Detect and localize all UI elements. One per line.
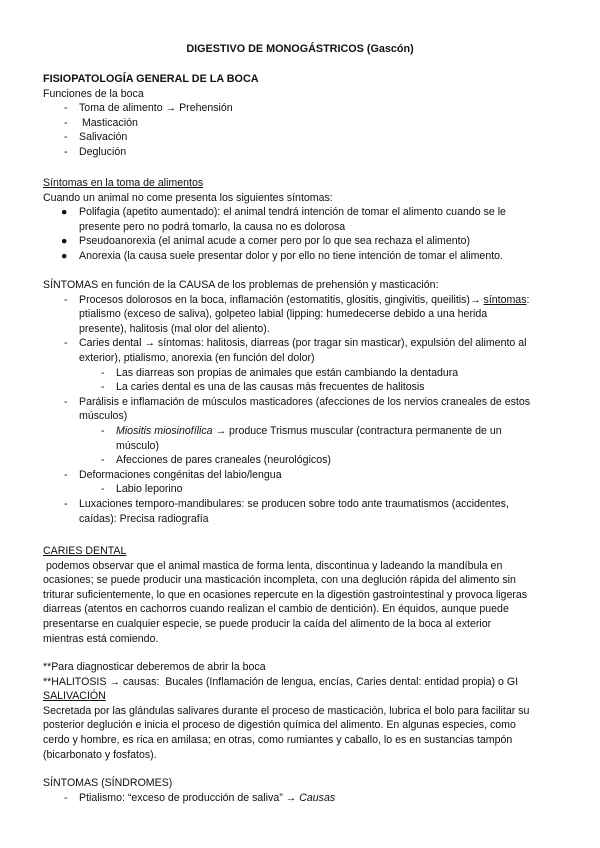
list-item: - Salivación	[64, 131, 128, 144]
paragraph-line: posterior deglución e inicia el proceso de digestión química del alimento. En algunas especies, como	[43, 719, 516, 732]
section-sintomas-toma	[43, 176, 553, 264]
list-item: - Luxaciones temporo-mandibulares: se producen sobre todo ante traumatismos (accidentes, caídas): Precisa radiografía	[64, 497, 509, 525]
section-sindromes	[43, 776, 553, 805]
note-line: **Para diagnosticar deberemos de abrir la boca	[43, 661, 266, 673]
section-caries	[43, 544, 553, 646]
bullet-item: ● Anorexia (la causa suele presentar dolor y por ello no tiene intención de tomar el alimento.	[61, 249, 503, 262]
paragraph-line: mientras está comiendo.	[43, 632, 159, 645]
section-sintomas-causa	[43, 278, 553, 526]
section-intro: Cuando un animal no come presenta los siguientes síntomas:	[43, 191, 333, 204]
list-item: - Procesos dolorosos en la boca, inflamación (estomatitis, glositis, gingivitis, queilitis)→ síntomas: ptialismo (exceso de saliva), golpeteo labial (lipping: humedecerse debido a una herida presente), halitosis (mal olor del aliento).	[64, 293, 530, 335]
section-heading: CARIES DENTAL	[43, 545, 127, 557]
list-item: - Masticación	[64, 116, 138, 129]
paragraph-line: Secretada por las glándulas salivares durante el proceso de masticación, lubrica el bolo para facilitar su	[43, 704, 530, 717]
sub-list-item: - La caries dental es una de las causas más frecuentes de halitosis	[101, 381, 425, 394]
paragraph-line: cerdo y hombre, es rica en amilasa; en otras, como rumiantes y caballo, lo es en sustancias tampón	[43, 733, 513, 746]
paragraph-line: ocasiones; se puede producir una masticación incompleta, con una deglución rápida del alimento sin	[43, 574, 516, 587]
section-intro: Funciones de la boca	[43, 87, 144, 100]
list-item: - Ptialismo: “exceso de producción de saliva” → Causas	[64, 791, 336, 804]
note-line: **HALITOSIS → causas: Bucales (Inflamación de lengua, encías, Caries dental: entidad propia) o GI	[43, 675, 519, 688]
paragraph-line: podemos observar que el animal mastica de forma lenta, discontinua y ladeando la mandíbula en	[43, 559, 503, 572]
section-heading: SALIVACIÓN	[43, 690, 106, 703]
section-salivacion	[43, 660, 553, 762]
list-item: - Caries dental → síntomas: halitosis, diarreas (por tragar sin masticar), expulsión del alimento al exterior), ptialismo, anorexia (en función del dolor)	[64, 337, 527, 364]
section-heading: Síntomas en la toma de alimentos	[43, 177, 204, 189]
section-heading: SÍNTOMAS (SÍNDROMES)	[43, 777, 173, 789]
section-heading: FISIOPATOLOGÍA GENERAL DE LA BOCA	[43, 73, 259, 85]
list-item: - Deglución	[64, 145, 127, 158]
paragraph-line: (bicarbonato y fosfatos).	[43, 748, 157, 761]
list-item: - Toma de alimento → Prehensión	[64, 102, 233, 115]
section-boca	[43, 72, 553, 160]
sub-list-item: - Labio leporino	[101, 483, 183, 496]
paragraph-line: triturar suficientemente, lo que en ocasiones repercute en la digestión gastrointestinal y provoca ligeras	[43, 588, 528, 601]
section-intro: SÍNTOMAS en función de la CAUSA de los problemas de prehensión y masticación:	[43, 279, 439, 291]
sub-list-item: - Miositis miosinofílica → produce Trismus muscular (contractura permanente de un músculo)	[101, 424, 502, 452]
list-item: - Parálisis e inflamación de músculos masticadores (afecciones de los nervios craneales de estos músculos)	[64, 395, 531, 423]
bullet-item: ● Pseudoanorexia (el animal acude a comer pero por lo que sea rechaza el alimento)	[61, 235, 471, 248]
bullet-item: ● Polifagia (apetito aumentado): el animal tendrá intención de tomar el alimento cuando se le presente pero no podrá tomarlo, la causa no es dolorosa	[61, 206, 506, 233]
list-item: - Deformaciones congénitas del labio/lengua	[64, 468, 282, 481]
sub-list-item: - Afecciones de pares craneales (neurológicos)	[101, 454, 331, 467]
sub-list-item: - Las diarreas son propias de animales que están cambiando la dentadura	[101, 366, 459, 379]
paragraph-line: presentarse en cualquier especie, se puede producir la caída del alimento de la boca al exterior	[43, 617, 492, 630]
document-title: DIGESTIVO DE MONOGÁSTRICOS (Gascón)	[186, 43, 414, 55]
paragraph-line: diarreas (atentos en cachorros cuando realizan el cambio de dentición). En équidos, aunque puede	[43, 603, 509, 616]
